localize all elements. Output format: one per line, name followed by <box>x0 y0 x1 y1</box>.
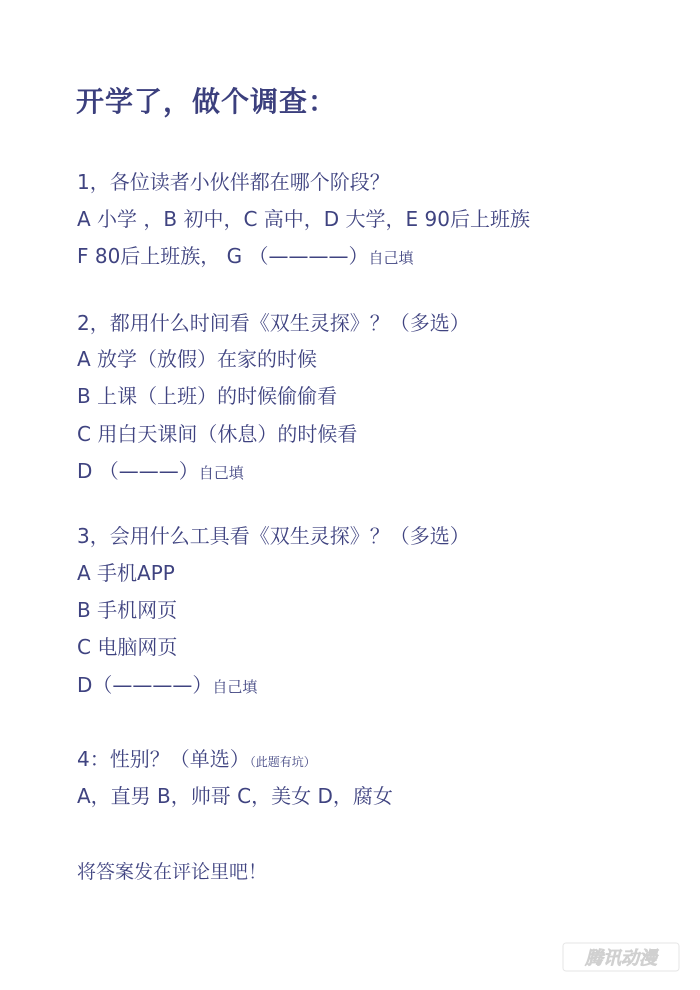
question-3-option-a: A 手机APP <box>77 561 175 585</box>
question-3-option-d-text: D（————） <box>77 673 213 697</box>
question-2-option-c: C 用白天课间（休息）的时候看 <box>77 422 358 446</box>
question-3: 3，会用什么工具看《双生灵探》？（多选） <box>77 524 470 548</box>
question-1-options-line2 <box>77 242 414 272</box>
page-title: 开学了，做个调查： <box>76 85 338 118</box>
question-1-option-text: F 80后上班族， G （————） <box>77 244 369 268</box>
question-2-option-b: B 上课（上班）的时候偷偷看 <box>77 384 338 408</box>
fill-note: 自己填 <box>212 678 258 696</box>
question-3-option-c: C 电脑网页 <box>77 635 178 659</box>
question-3-option-d <box>77 671 257 701</box>
question-2-option-a: A 放学（放假）在家的时候 <box>77 347 318 371</box>
question-3-option-b: B 手机网页 <box>77 598 178 622</box>
question-2: 2，都用什么时间看《双生灵探》？（多选） <box>77 311 470 335</box>
question-1-options-line1: A 小学 ，B 初中，C 高中，D 大学，E 90后上班族 <box>77 207 530 231</box>
fill-note: 自己填 <box>368 249 414 267</box>
question-4 <box>77 745 316 776</box>
footer-prompt: 将答案发在评论里吧！ <box>77 861 268 883</box>
watermark-text: 腾讯动漫 <box>585 948 657 969</box>
question-4-options: A，直男 B，帅哥 C，美女 D，腐女 <box>77 784 393 808</box>
tencent-comic-watermark-logo <box>562 940 680 974</box>
question-4-text: 4：性别？（单选） <box>77 747 250 771</box>
question-2-option-d-text: D （———） <box>77 459 199 483</box>
fill-note: 自己填 <box>198 464 244 482</box>
question-4-note: （此题有坑） <box>249 755 316 769</box>
question-2-option-d <box>77 457 244 487</box>
question-1: 1，各位读者小伙伴都在哪个阶段？ <box>77 170 390 194</box>
